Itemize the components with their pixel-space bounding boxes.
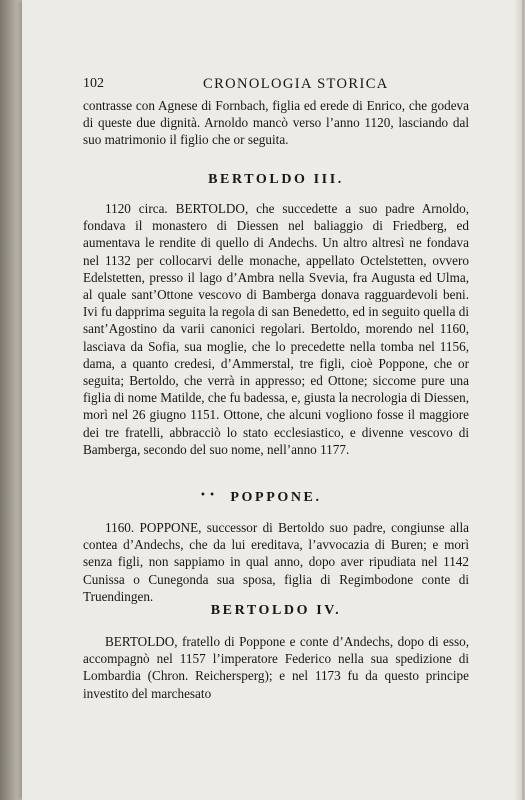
page-number: 102 [83, 76, 104, 91]
section-paragraph-bertoldo-iv: BERTOLDO, fratello di Poppone e conte d’Andechs, dopo di esso, accompagnò nel 1157 l’imperatore Federico nella sua spedizione di Lombardia (Chron. Reichersperg); e nel 1173 fu da questo principe investito del marchesato [83, 634, 469, 701]
section-heading-bertoldo-iv: BERTOLDO IV. [210, 603, 342, 618]
page-edge [514, 0, 522, 800]
section-heading-poppone: POPPONE. [230, 490, 322, 505]
section-heading-bertoldo-iii: BERTOLDO III. [208, 172, 344, 187]
running-title: CRONOLOGIA STORICA [203, 76, 389, 92]
page-header [83, 76, 469, 94]
ornament-dots: • • [200, 490, 215, 501]
section-paragraph-bertoldo-iii: 1120 circa. BERTOLDO, che succedette a suo padre Arnoldo, fondava il monastero di Diessen nel baliaggio di Friedberg, ed aumentava le rendite di quello di Andechs. Un altro altresì ne fondava nel 1132 per collocarvi delle monache, appellato Octelstetten, ovvero Edelstetten, presso il lago d’Ambra nella Svevia, fra Augusta ed Ulma, al quale sant’Ottone vescovo di Bamberga donava ragguardevoli beni. Ivi fu dapprima seguita la regola di san Benedetto, ed in seguito quella di sant’Agostino da varii canonici regolari. Bertoldo, morendo nel 1160, lasciava da Sofia, sua moglie, che lo precedette nella tomba nel 1156, dama, a quanto credesi, d’Ammerstal, tre figli, cioè Poppone, che or seguita; Bertoldo, che verrà in appresso; ed Ottone; siccome pure una figlia di nome Matilde, che fu badessa, e, giusta la necrologia di Diessen, morì nel 26 giugno 1151. Ottone, che alcuni vogliono fosse il maggiore dei tre fratelli, abbracciò lo stato ecclesiastico, e divenne vescovo di Bamberga, secondo del suo nome, nell’anno 1177. [83, 201, 469, 457]
opening-paragraph: contrasse con Agnese di Fornbach, figlia ed erede di Enrico, che godeva di queste due dignità. Arnoldo mancò verso l’anno 1120, lasciando dal suo matrimonio il figlio che or seguita. [83, 98, 469, 148]
book-gutter [0, 0, 22, 800]
section-paragraph-poppone: 1160. POPPONE, successor di Bertoldo suo padre, congiunse alla contea d’Andechs, che da lui ereditava, l’avvocazia di Buren; e morì senza figli, non sappiamo in qual anno, dopo aver ripudiata nel 1142 Cunissa o Cunegonda sua sposa, figlia di Regimbodone conte di Truendingen. [83, 520, 469, 604]
